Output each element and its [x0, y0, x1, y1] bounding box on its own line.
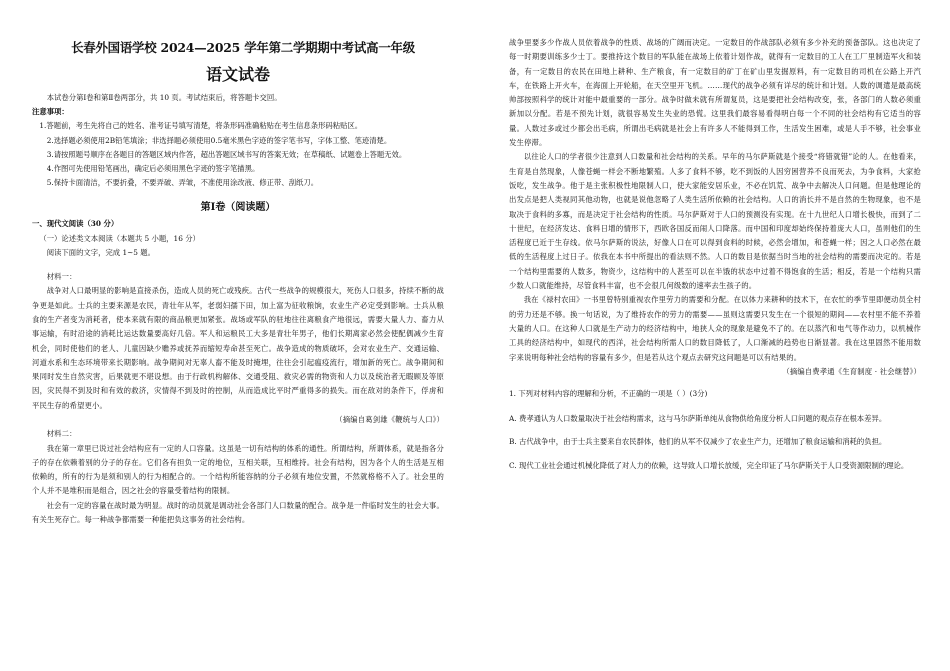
- school-title: 长春外国语学校 2024—2025 学年第二学期期中考试高一年级: [71, 40, 415, 55]
- material-two-continued: 战争里要多少作战人员依着战争的性质、战场的广阔而决定。一定数目的作战部队必须有多少补充的预备部队。这也决定了每一时期要训练多少士丁。要推持这个数目的军队能在战场上依着计划作战，就得有一定数目的工人在工厂里制造军火和装备，有一定数目的农民在田地上耕种、生产粮食，有一定数目的矿丁在矿山里发掘原料，有一定数目的司机在公路上开汽车，在铁路上开火车，在海面上开轮船，在天空里开飞机。……现代的战争必须有详尽的统计和计划。人数的调遣是最高统帅部按照科学的统计对能中最重要的一部分。战争时做未就有所谓复员，这是要把社会结构改变，张，各部门的人数必须重新加以分配。若是不预先计划，就很容易发生失业的恐慌。这里我们最容易看得明白每一个不同的社会结构有它适当的容量。人数过多或过少都会出毛病，所谓出毛病就是社会上有许多人不能得到工作，生活发生困难，或是人手不够，社会事业发生停滞。: [509, 38, 921, 148]
- material-label: 材料二：: [46, 429, 77, 439]
- note-item: 1.答题前，考生先将自己的姓名、准考证号填写清楚，将条形码准确粘贴在考生信息条形码粘贴区。: [39, 121, 363, 131]
- note-item: 5.保持卡面清洁，不要折叠，不要弄破、弄皱，不准使用涂改液、修正带、刮纸刀。: [46, 178, 319, 188]
- material-two-source: （摘编自费孝通《生育制度 · 社会继替》）: [782, 366, 921, 376]
- reading-instruction: 阅读下面的文字，完成 1~5 题。: [46, 247, 155, 257]
- material-one-text: 战争对人口最明显的影响是直接杀伤，造成人员的死亡或残疾。古代一些战争的规模很大，死伤人口很多，持续不断的战争更是如此。士兵的主要来源是农民，青壮年从军，老弱妇孺下田，加上富为征收粮饷，农业生产必定受到影响。士兵从粮食的生产者变为消耗者，使本来就有限的商品粮更加紧张。战场或军队的驻地往往离粮食产地很远，需要大量人力、畜力从事运输，有时沿途的消耗比运达数量要高好几倍。军人和运粮民工大多是青壮年男子，他们长期离家必然会使配偶减少生育机会，同时使他们的老人、儿童因缺少赡养或抚养而缩短寿命甚至死亡。战争造成的物质破坏，会对农业生产、交通运输、河道水系和生态环境带来长期影响。战争期间对无辜人畜不能及时掩埋，往往会引起瘟疫流行，增加新的死亡。战争期间和果同时发生自然灾害，后果就更不堪设想。由于行政机构解体、交通受阻、救灾必需的物资和人力以及统治者无暇顾及等原因，灾民得不到及时和有效的救济，灾情得不到及时的控制，从而造成比平时严重得多的损失。而在敌对的条件下，俘虏和平民生存的希望更小。: [32, 286, 444, 410]
- section-heading: 一、现代文阅读（30 分）: [32, 219, 119, 229]
- exam-title: 语文试卷: [205, 65, 270, 84]
- material-two-paragraph: 以往论人口的学者很少注意到人口数量和社会结构的关系。早年的马尔萨斯就是个接受“将错就错”论的人。在他看来，生育是自然现象，人像苍蝇一样会不断地繁殖。人多了食料不够，吃不到饭的人因穷困营养不良而死去，为争食料，大家抢饭吃，发生战争。他于是主张积极性地限制人口，使大家能安居乐业，不必在饥荒、战争中去解决人口问题。但是他理论的出发点是把人类视同其他动物，也就是说他忽略了人类生活所依赖的社会结构。人口的消长并不是自然的生物现象，也不是取决于食料的多寡，而是决定于社会结构的性质。马尔萨斯对于人口的预测没有实现。在十九世纪人口增长极快，而到了二十世纪，在经济发达、食料日增的情形下，西欧各国反而闹人口降落。而中国和印度却始终保持着庞大人口，虽则他们的生活程度已近于生存线。依马尔萨斯的说法，好像人口在可以得到食料的时候，必然会增加，和苍蝇一样；因之人口必然在最低的生活程度上过日子。依我在本书中所提出的看法则不然。人口的数目是依据当时当地的社会结构的需要而决定的。若是一个结构里需要的人数多，物资少，这结构中的人甚至可以在半饿的状态中过着不得饱食的生活；相反，若是一个结构只需少数人口就能维持，尽管食料丰富，也不会很几何级数的速率去生孩子的。: [509, 152, 921, 291]
- left-column: [32, 38, 444, 527]
- question-stem: 1. 下列对材料内容的理解和分析，不正确的一项是（ ）(3分): [509, 389, 708, 399]
- note-item: 3.请按照题号顺序在各题目的答题区域内作答，超出答题区域书写的答案无效；在草稿纸、试题卷上答题无效。: [46, 149, 407, 159]
- material-one-source: （摘编自葛剑雄《鞭统与人口》）: [335, 415, 444, 424]
- note-item: 2.选择题必须使用2B铅笔填涂；非选择题必须使用0.5毫米黑色字迹的签字笔书写，字体工整、笔迹清楚。: [46, 135, 392, 145]
- answer-option-a: A. 费孝通认为人口数量取决于社会结构需求，这与马尔萨斯单纯从食物供给角度分析人口问题的观点存在根本差异。: [509, 413, 887, 423]
- note-item: 4.作图可先使用铅笔画出，确定后必须用黑色字迹的签字笔描黑。: [46, 164, 260, 174]
- subsection-heading: （一）论述类文本阅读（本题共 5 小题，16 分）: [39, 233, 200, 243]
- material-two-paragraph: 我在《禄村农田》一书里曾特别重视农作里劳力的需要和分配。在以体力来耕种的技术下，在农忙的季节里即便动员全村的劳力还是不够。换一句话说，为了维持农作的劳力的需要——虽则这需要只发生在一个很短的期间——农村里不能不养着大量的人口。在这种人口就是生产动力的经济结构中，地狭人众的现象是避免不了的。在以蒸汽和电气等作动力，以机械作工具的经济结构中，如现代的西洋，社会结构所需人口的数目降低了，人口渐减的趋势也日渐显著。我在这里固然不能用数字来说明每种社会结构的容量有多少，但是若从这个观点去研究这问题是可以有结果的。: [509, 295, 921, 362]
- material-label: 材料一：: [46, 272, 77, 282]
- material-two-paragraph: 我在第一章里已说过社会结构应有一定的人口容量。这虽是一切有结构的体系的通性。所谓结构，所谓体系，就是指各分子的存在依赖着别的分子的存在。它们各有担负一定的地位，互相关联，互相维持。社会有结构，因为各个人的生活是互相依赖的，所有的行为是须和别人的行为相配合的。一个结构所能容纳的分子必须有地位安置，不然就格格不入了。社会里的个人并不是堆积而是组合，因之社会的容量受着结构的限制。: [32, 443, 444, 496]
- answer-option-b: B. 古代战争中，由于士兵主要来自农民群体，他们的从军不仅减少了农业生产力，还增加了粮食运输和消耗的负担。: [509, 437, 887, 447]
- material-two-paragraph: 社会有一定的容量在战时最为明显。战时的动员就是调动社会各部门人口数量的配合。战争是一件临时发生的社会大事。有关生死存亡。每一种战争都需要一种能把负这事务的社会结构。: [32, 500, 444, 525]
- answer-option-c: C. 现代工业社会通过机械化降低了对人力的依赖，这导致人口增长放缓，完全印证了马尔萨斯关于人口受资源限制的理论。: [509, 460, 909, 470]
- notes-heading: 注意事项：: [32, 107, 69, 117]
- volume-heading: 第Ⅰ卷（阅读题）: [200, 202, 276, 214]
- right-column: [509, 36, 921, 483]
- exam-intro: 本试卷分第Ⅰ卷和第Ⅱ卷两部分，共 10 页。考试结束后，将答题卡交回。: [46, 93, 282, 102]
